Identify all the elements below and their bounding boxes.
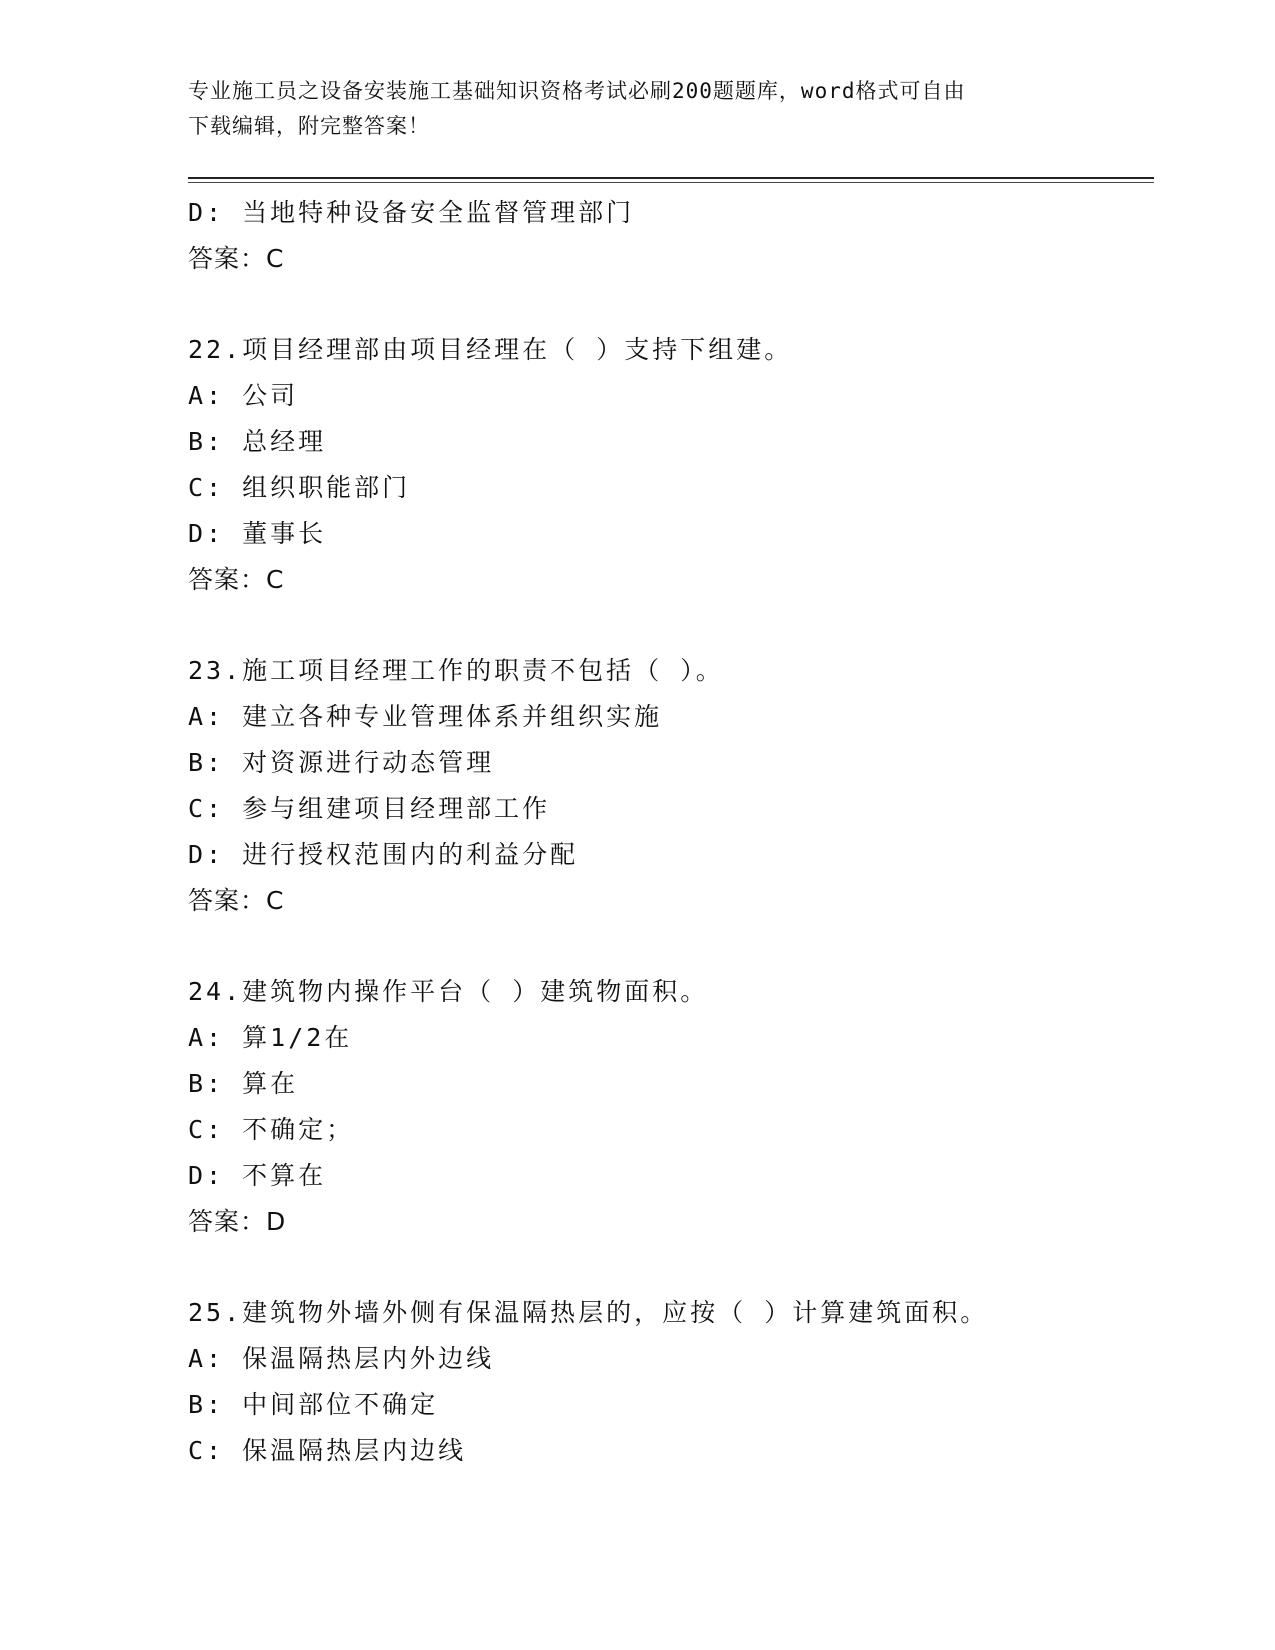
question-stem: 25.建筑物外墙外侧有保温隔热层的，应按（ ）计算建筑面积。: [188, 1298, 989, 1327]
answer-line: 答案：C: [188, 244, 285, 273]
option-b: B: 总经理: [188, 427, 327, 456]
answer-line: 答案：C: [188, 886, 285, 915]
header-title-line-2: 下载编辑，附完整答案！: [188, 114, 430, 138]
question-list: [188, 190, 1154, 1474]
document-header: [188, 74, 1088, 144]
option-d: D: 当地特种设备安全监督管理部门: [188, 198, 635, 227]
option-c: C: 保温隔热层内边线: [188, 1436, 467, 1465]
header-divider-thick: [188, 177, 1154, 179]
option-b: B: 算在: [188, 1069, 299, 1098]
question-24: [188, 969, 1154, 1245]
previous-question-tail: [188, 190, 1154, 282]
question-stem: 23.施工项目经理工作的职责不包括（ ）。: [188, 656, 724, 685]
question-stem: 22.项目经理部由项目经理在（ ）支持下组建。: [188, 335, 793, 364]
answer-line: 答案：D: [188, 1207, 287, 1236]
option-d: D: 董事长: [188, 519, 327, 548]
answer-line: 答案：C: [188, 565, 285, 594]
option-c: C: 参与组建项目经理部工作: [188, 794, 551, 823]
option-a: A: 保温隔热层内外边线: [188, 1344, 495, 1373]
option-b: B: 中间部位不确定: [188, 1390, 439, 1419]
header-title-line-1: 专业施工员之设备安装施工基础知识资格考试必刷200题题库，word格式可自由: [188, 79, 966, 103]
question-25: [188, 1290, 1154, 1474]
option-c: C: 组织职能部门: [188, 473, 411, 502]
question-stem: 24.建筑物内操作平台（ ）建筑物面积。: [188, 977, 709, 1006]
option-a: A: 算1/2在: [188, 1023, 353, 1052]
option-d: D: 进行授权范围内的利益分配: [188, 840, 579, 869]
option-b: B: 对资源进行动态管理: [188, 748, 495, 777]
question-22: [188, 327, 1154, 603]
header-divider-thin: [188, 182, 1154, 183]
option-a: A: 建立各种专业管理体系并组织实施: [188, 702, 663, 731]
option-d: D: 不算在: [188, 1161, 327, 1190]
option-a: A: 公司: [188, 381, 299, 410]
option-c: C: 不确定；: [188, 1115, 355, 1144]
question-23: [188, 648, 1154, 924]
